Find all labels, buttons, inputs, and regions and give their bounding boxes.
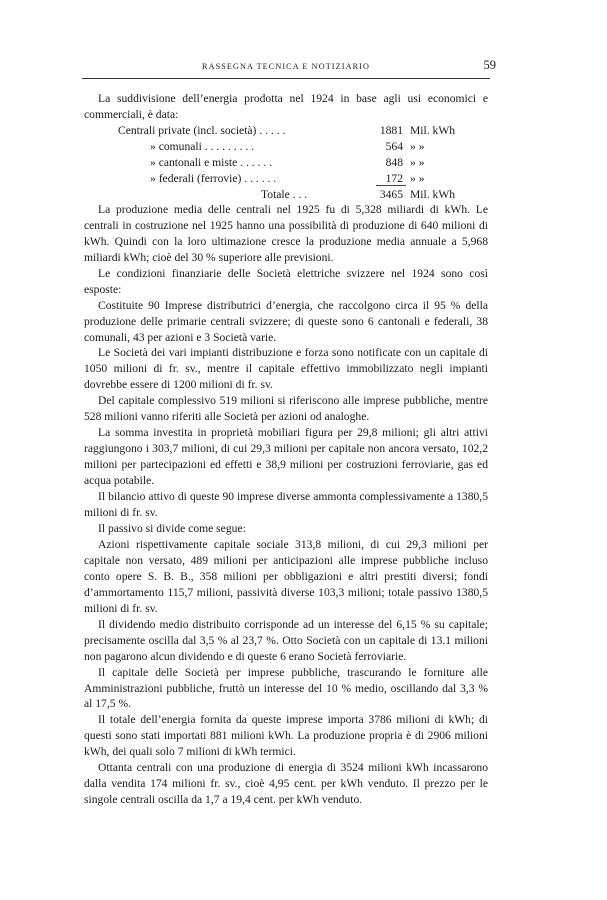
paragraph-public-capital: Il capitale delle Società per imprese pubbliche, trascurando le forniture alle Amministrazioni pubbliche, fruttò un interesse del 10 % medio, oscillando dal 3,3 % al 17,5 %. [84,665,488,711]
paragraph-capital: Le Società dei vari impianti distribuzione e forza sono notificate con un capitale di 1050 milioni di fr. sv., mentre il capitale effettivo immobilizzato negli impianti dovrebbe essere di 1200 milioni di fr. sv. [84,346,488,392]
paragraph-companies: Costituite 90 Imprese distributrici d’energia, che raccolgono circa il 95 % della produzione delle primarie centrali svizzere; di queste sono 6 cantonali e federali, 38 comunali, 43 per azioni e 3 Società varie. [84,298,488,344]
row-value: 1881 [379,123,403,137]
row-label: » cantonali e miste . . . . . . [150,155,273,169]
running-header [82,58,496,76]
row-value: 848 [385,155,403,169]
row-value: 172 [385,171,403,185]
body-text [84,91,488,808]
intro-paragraph: La suddivisione dell’energia prodotta nel 1924 in base agli usi economici e commerciali, è data: [84,92,488,121]
row-label: » federali (ferrovie) . . . . . . [150,171,277,185]
row-unit: » » [410,155,425,169]
paragraph-liabilities-intro: Il passivo si divide come segue: [98,521,246,535]
paragraph-investments: La somma investita in proprietà mobiliari figura per 29,8 milioni; gli altri attivi raggiungono i 303,7 milioni, di cui 29,3 milioni per capitale non ancora versato, 102,2 milioni per partecipazioni ed effetti e 38,9 milioni per costruzioni ferroviarie, gas ed acqua potabile. [84,426,488,488]
row-label: Centrali private (incl. società) . . . . . [118,123,286,137]
total-value: 3465 [379,187,403,201]
total-unit: Mil. kWh [410,187,456,201]
page-number: 59 [483,58,496,72]
paragraph-balance: Il bilancio attivo di queste 90 imprese diverse ammonta complessivamente a 1380,5 milioni di fr. sv. [84,490,488,520]
paragraph-finance-intro: Le condizioni finanziarie delle Società elettriche svizzere nel 1924 sono così esposte: [84,266,488,296]
row-unit: » » [410,171,425,185]
total-rule [376,185,406,186]
paragraph-production: La produzione media delle centrali nel 1925 fu di 5,328 miliardi di kWh. Le centrali in costruzione nel 1925 hanno una possibilità di produzione di 640 milioni di kWh. Quindi con la loro ultimazione cresce la produzione media annuale a 5,968 miliardi kWh; cioè del 30 % superiore alle previsioni. [84,202,488,264]
paragraph-energy-total: Il totale dell’energia fornita da queste imprese importa 3786 milioni di kWh; di questi sono stati importati 881 milioni kWh. La produzione propria è di 2906 milioni kWh, dei quali solo 7 milioni di kWh termici. [84,713,488,759]
header-rule [82,78,490,79]
total-label: Totale . . . [261,187,308,201]
row-unit: Mil. kWh [410,123,456,137]
paragraph-capital-split: Del capitale complessivo 519 milioni si riferiscono alle imprese pubbliche, mentre 528 milioni vanno riferiti alle Società per azioni od analoghe. [84,394,488,424]
row-label: » comunali . . . . . . . . . [150,139,255,153]
table-row [84,155,488,171]
table-total-row [84,187,488,203]
energy-table [84,123,488,202]
running-title: RASSEGNA TECNICA E NOTIZIARIO [202,62,370,71]
row-unit: » » [410,139,425,153]
paragraph-liabilities: Azioni rispettivamente capitale sociale 313,8 milioni, di cui 29,3 milioni per capitale non versato, 489 milioni per anticipazioni alle imprese pubbliche incluso conto opere S. B. B., 358 milioni per obbligazioni e altri prestiti diversi; fondi d’ammortamento 115,7 milioni, passività diverse 103,3 milioni; totale passivo 1380,5 milioni di fr. sv. [84,537,488,615]
row-value: 564 [385,139,403,153]
table-row [84,139,488,155]
table-row [84,171,488,187]
table-row [84,123,488,139]
paragraph-sales: Ottanta centrali con una produzione di energia di 3524 milioni kWh incassarono dalla vendita 174 milioni fr. sv., cioè 4,95 cent. per kWh venduto. Il prezzo per le singole centrali oscilla da 1,7 a 19,4 cent. per kWh venduto. [84,761,488,807]
paragraph-dividend: Il dividendo medio distribuito corrisponde ad un interesse del 6,15 % su capitale; precisamente oscilla dal 3,5 % al 23,7 %. Otto Società con un capitale di 13.1 milioni non pagarono alcun dividendo e di queste 6 erano Società ferroviarie. [84,617,488,663]
